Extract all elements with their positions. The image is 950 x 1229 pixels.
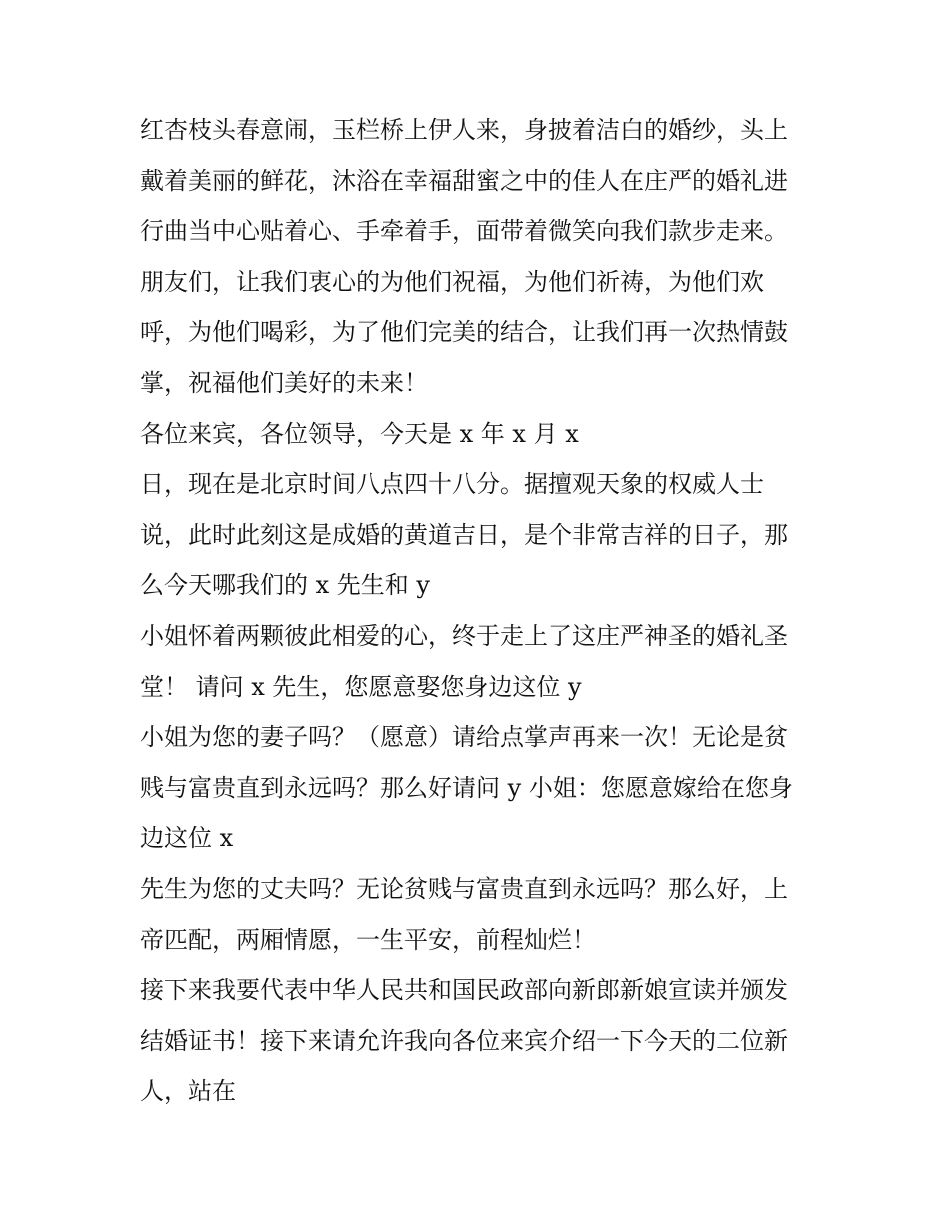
text-line: 结婚证书！接下来请允许我向各位来宾介绍一下今天的二位新	[140, 1026, 788, 1055]
text-line: 行曲当中心贴着心、手牵着手，面带着微笑向我们款步走来。	[140, 217, 788, 246]
text-line: 说，此时此刻这是成婚的黄道吉日，是个非常吉祥的日子，那	[140, 520, 788, 549]
text-line: 掌，祝福他们美好的未来！	[140, 368, 428, 397]
document-body	[140, 105, 820, 1117]
text-line: 戴着美丽的鲜花，沐浴在幸福甜蜜之中的佳人在庄严的婚礼进	[140, 166, 788, 195]
text-line: 红杏枝头春意闹，玉栏桥上伊人来，身披着洁白的婚纱，头上	[140, 116, 788, 144]
text-line: 堂！ 请问 x 先生，您愿意娶您身边这位 y	[140, 672, 582, 701]
text-line: 贱与富贵直到永远吗？那么好请问 y 小姐：您愿意嫁给在您身	[140, 773, 793, 802]
text-line: 边这位 x	[140, 824, 234, 853]
text-line: 各位来宾，各位领导，今天是 x 年 x 月 x	[140, 419, 579, 448]
text-line: 小姐怀着两颗彼此相爱的心，终于走上了这庄严神圣的婚礼圣	[140, 621, 788, 650]
text-line: 么今天哪我们的 x 先生和 y	[140, 571, 430, 600]
text-line: 呼，为他们喝彩，为了他们完美的结合，让我们再一次热情鼓	[140, 318, 788, 347]
text-line: 小姐为您的妻子吗？（愿意）请给点掌声再来一次！无论是贫	[140, 723, 788, 752]
text-line: 人，站在	[140, 1077, 236, 1106]
text-line: 接下来我要代表中华人民共和国民政部向新郎新娘宣读并颁发	[140, 976, 788, 1005]
text-line: 朋友们，让我们衷心的为他们祝福，为他们祈祷，为他们欢	[140, 267, 764, 296]
text-line: 先生为您的丈夫吗？无论贫贱与富贵直到永远吗？那么好，上	[140, 874, 788, 903]
text-line: 日，现在是北京时间八点四十八分。据擅观天象的权威人士	[140, 470, 764, 499]
text-line: 帝匹配，两厢情愿，一生平安，前程灿烂！	[140, 925, 596, 954]
